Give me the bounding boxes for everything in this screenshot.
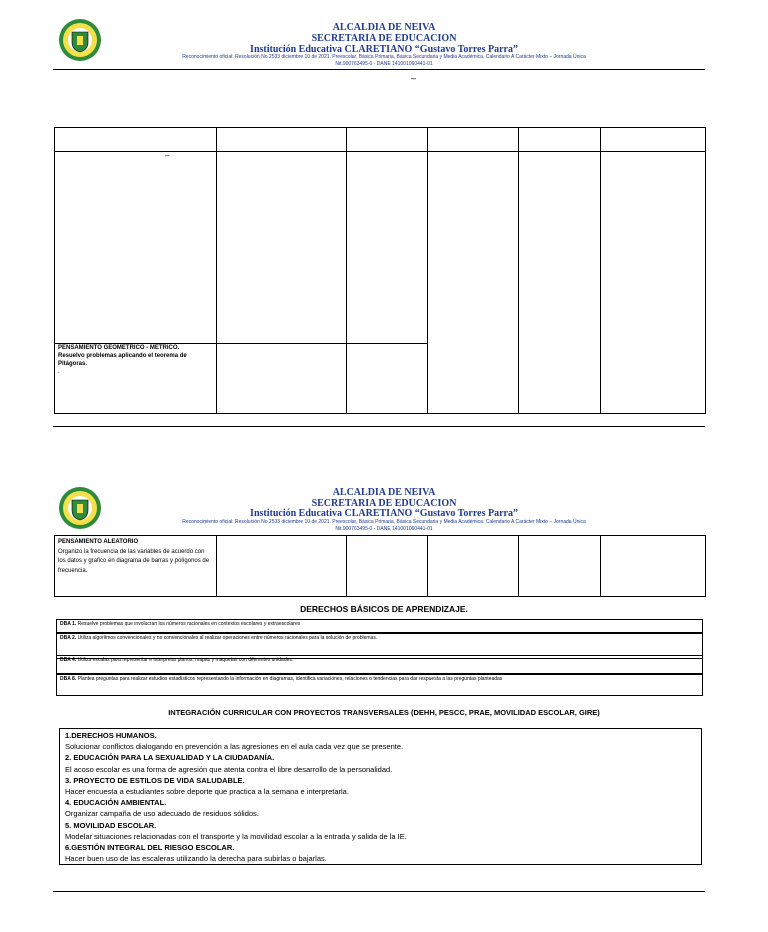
- project-text: Organizar campaña de uso adecuado de residuos sólidos.: [65, 809, 259, 819]
- project-heading: 5. MOVILIDAD ESCOLAR.: [65, 820, 157, 830]
- table-header-cell: [519, 128, 601, 152]
- table-cell: [217, 536, 347, 597]
- geometric-heading: PENSAMIENTO GEOMETRICO - METRICO.: [58, 345, 180, 351]
- header-line-3: Institución Educativa CLARETIANO “Gustavo Torres Parra”: [250, 508, 518, 519]
- dba-text: Resuelve problemas que involucran los números racionales en contextos escolares y extraescolares: [76, 621, 301, 627]
- cell-dot: .: [58, 369, 60, 375]
- table-cell: [601, 152, 706, 414]
- project-text: Hacer encuesta a estudiantes sobre deporte que practica a la semana e interpretarla.: [65, 787, 349, 797]
- table-cell: [519, 152, 601, 414]
- table-cell: [55, 152, 217, 344]
- dba-text: Utiliza escalas para representar e interpretar planos, mapas y maquetas con diferentes unidades.: [76, 657, 294, 663]
- project-heading: 1.DERECHOS HUMANOS.: [65, 731, 157, 740]
- table-header-cell: [347, 128, 428, 152]
- dba-label: DBA 8.: [60, 676, 77, 682]
- geometric-text: Resuelvo problemas aplicando el teorema de Pitágoras.: [58, 353, 187, 367]
- dash-mark: –: [411, 73, 417, 83]
- page-1-footer-divider: [53, 426, 705, 427]
- project-text: Solucionar conflictos dialogando en prevención a las agresiones en el aula cada vez que se presente.: [65, 742, 404, 752]
- project-heading: 4. EDUCACIÓN AMBIENTAL.: [65, 798, 167, 808]
- header-line-1: ALCALDIA DE NEIVA: [332, 487, 436, 498]
- header-line-2: SECRETARIA DE EDUCACION: [311, 498, 457, 509]
- aleatorio-cell: [55, 536, 217, 597]
- dba-title: DERECHOS BÁSICOS DE APRENDIZAJE.: [300, 604, 468, 614]
- table-cell: [428, 152, 519, 414]
- dba-text: Plantea preguntas para realizar estudios estadísticos representando la información en diagramas, identifica variaciones, relaciones o tendencias para dar respuesta a las preguntas planteadas: [76, 676, 503, 682]
- header-line-1: ALCALDIA DE NEIVA: [332, 22, 436, 33]
- table-cell: [519, 536, 601, 597]
- dba-row: [56, 619, 703, 633]
- project-text: Modelar situaciones relacionadas con el transporte y la movilidad escolar a la entrada y salida de la IE.: [65, 831, 407, 841]
- geometric-cell: [55, 344, 217, 414]
- table-header-cell: [428, 128, 519, 152]
- table-cell: [217, 344, 347, 414]
- dba-label: DBA 2.: [60, 635, 77, 641]
- project-text: Hacer buen uso de las escaleras utilizando la derecha para subirlas o bajarlas.: [65, 854, 327, 864]
- header-line-4: Reconocimiento oficial: Resolución No.2533 diciembre 10 de 2021. Preescolar, Básica Primaria, Básica Secundaria y Media Académica. Calendario A Carácter Mixto – Jornada Única: [182, 54, 586, 60]
- header-line-4: Reconocimiento oficial: Resolución No.2533 diciembre 10 de 2021. Preescolar, Básica Primaria, Básica Secundaria y Media Académica. Calendario A Carácter Mixto – Jornada Única: [182, 519, 586, 525]
- planning-table-page-1: [54, 127, 706, 414]
- project-heading: 3. PROYECTO DE ESTILOS DE VIDA SALUDABLE.: [65, 775, 245, 785]
- table-cell: [601, 536, 706, 597]
- table-cell: [217, 152, 347, 344]
- aleatorio-text: Organizo la frecuencia de las variables de acuerdo con los datos y grafico en diagrama de barras y polígonos de frecuencia.: [58, 548, 210, 574]
- project-heading: 6.GESTIÓN INTEGRAL DEL RIESGO ESCOLAR.: [65, 843, 235, 853]
- dba-row: [56, 674, 703, 696]
- header-divider: [53, 69, 705, 70]
- table-cell: [347, 344, 428, 414]
- table-cell: [347, 536, 428, 597]
- projects-box: [59, 728, 702, 865]
- project-text: El acoso escolar es una forma de agresión que atenta contra el libre desarrollo de la personalidad.: [65, 764, 393, 774]
- aleatorio-heading: PENSAMIENTO ALEATORIO: [58, 539, 139, 545]
- header-line-2: SECRETARIA DE EDUCACION: [311, 33, 457, 44]
- planning-table-page-2: [54, 535, 706, 597]
- integration-title: INTEGRACIÓN CURRICULAR CON PROYECTOS TRANSVERSALES (DEHH, PESCC, PRAE, MOVILIDAD ESCOLAR, GIRE): [168, 708, 600, 717]
- project-heading: 2. EDUCACIÓN PARA LA SEXUALIDAD Y LA CIUDADANÍA.: [65, 753, 275, 763]
- table-cell: [428, 536, 519, 597]
- dba-row: [56, 655, 703, 674]
- cell-dash: –: [165, 151, 170, 160]
- table-header-cell: [55, 128, 217, 152]
- table-header-cell: [217, 128, 347, 152]
- page-2-footer-divider: [53, 891, 705, 892]
- dba-label: DBA 1.: [60, 621, 77, 627]
- table-header-cell: [601, 128, 706, 152]
- header-line-5: Nit.900763495-0 - DANE 141001060441-01: [335, 526, 433, 532]
- dba-text: Utiliza algoritmos convencionales y no convencionales al realizar operaciones entre números racionales para la solución de problemas.: [76, 635, 378, 641]
- header-line-5: Nit.900763495-0 - DANE 141001060441-01: [335, 61, 433, 67]
- header-line-3: Institución Educativa CLARETIANO “Gustavo Torres Parra”: [250, 44, 518, 55]
- dba-label: DBA 4.: [60, 657, 77, 663]
- table-cell: [347, 152, 428, 344]
